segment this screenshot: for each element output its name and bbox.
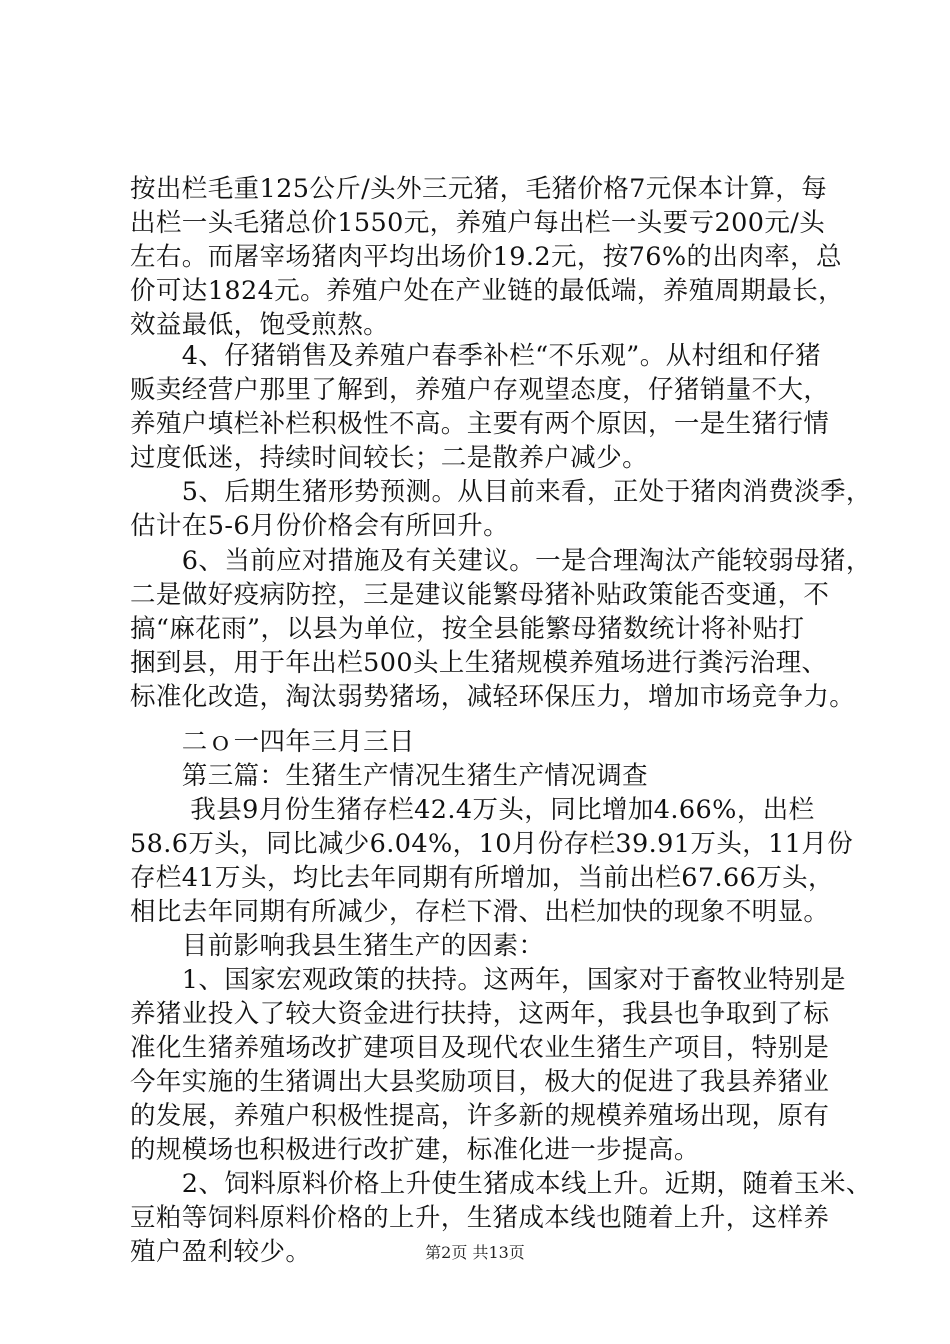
text-line: 4、仔猪销售及养殖户春季补栏“不乐观”。从村组和仔猪 — [130, 341, 821, 371]
text-line: 殖户盈利较少。 — [130, 1237, 312, 1267]
text-line: 养猪业投入了较大资金进行扶持，这两年，我县也争取到了标 — [130, 999, 830, 1029]
text-line: 捆到县，用于年出栏500头上生猪规模养殖场进行粪污治理、 — [130, 648, 828, 678]
text-line: 5、后期生猪形势预测。从目前来看，正处于猪肉消费淡季， — [130, 477, 872, 507]
text-line: 二是做好疫病防控，三是建议能繁母猪补贴政策能否变通，不 — [130, 580, 830, 610]
text-line: 第三篇：生猪生产情况生猪生产情况调查 — [130, 761, 649, 791]
text-line: 目前影响我县生猪生产的因素： — [130, 931, 545, 961]
text-line: 标准化改造，淘汰弱势猪场，减轻环保压力，增加市场竞争力。 — [130, 682, 856, 712]
text-line: 二ｏ一四年三月三日 — [130, 727, 415, 757]
text-line: 出栏一头毛猪总价1550元，养殖户每出栏一头要亏200元/头 — [130, 208, 826, 238]
text-line: 58.6万头，同比减少6.04%，10月份存栏39.91万头，11月份 — [130, 829, 854, 859]
text-line: 的规模场也积极进行改扩建，标准化进一步提高。 — [130, 1135, 700, 1165]
text-line: 我县9月份生猪存栏42.4万头，同比增加4.66%，出栏 — [130, 795, 815, 825]
text-line: 左右。而屠宰场猪肉平均出场价19.2元，按76%的出肉率，总 — [130, 242, 842, 272]
text-line: 准化生猪养殖场改扩建项目及现代农业生猪生产项目，特别是 — [130, 1033, 830, 1063]
text-line: 1、国家宏观政策的扶持。这两年，国家对于畜牧业特别是 — [130, 965, 846, 995]
text-line: 过度低迷，持续时间较长；二是散养户减少。 — [130, 443, 649, 473]
text-line: 豆粕等饲料原料价格的上升，生猪成本线也随着上升，这样养 — [130, 1203, 830, 1233]
text-line: 相比去年同期有所减少，存栏下滑、出栏加快的现象不明显。 — [130, 897, 830, 927]
text-line: 按出栏毛重125公斤/头外三元猪，毛猪价格7元保本计算，每 — [130, 174, 828, 204]
text-line: 效益最低，饱受煎熬。 — [130, 310, 390, 340]
text-line: 养殖户填栏补栏积极性不高。主要有两个原因，一是生猪行情 — [130, 409, 830, 439]
text-line: 贩卖经营户那里了解到，养殖户存观望态度，仔猪销量不大， — [130, 375, 830, 405]
text-line: 搞“麻花雨”，以县为单位，按全县能繁母猪数统计将补贴打 — [130, 614, 805, 644]
text-line: 今年实施的生猪调出大县奖励项目，极大的促进了我县养猪业 — [130, 1067, 830, 1097]
text-line: 估计在5-6月份价格会有所回升。 — [130, 511, 509, 541]
page-footer: 第2页 共13页 — [425, 1243, 525, 1262]
text-line: 价可达1824元。养殖户处在产业链的最低端，养殖周期最长， — [130, 276, 844, 306]
text-line: 6、当前应对措施及有关建议。一是合理淘汰产能较弱母猪， — [130, 546, 872, 576]
text-line: 的发展，养殖户积极性提高，许多新的规模养殖场出现，原有 — [130, 1101, 830, 1131]
text-line: 存栏41万头，均比去年同期有所增加，当前出栏67.66万头， — [130, 863, 834, 893]
text-line: 2、饲料原料价格上升使生猪成本线上升。近期，随着玉米、 — [130, 1169, 872, 1199]
